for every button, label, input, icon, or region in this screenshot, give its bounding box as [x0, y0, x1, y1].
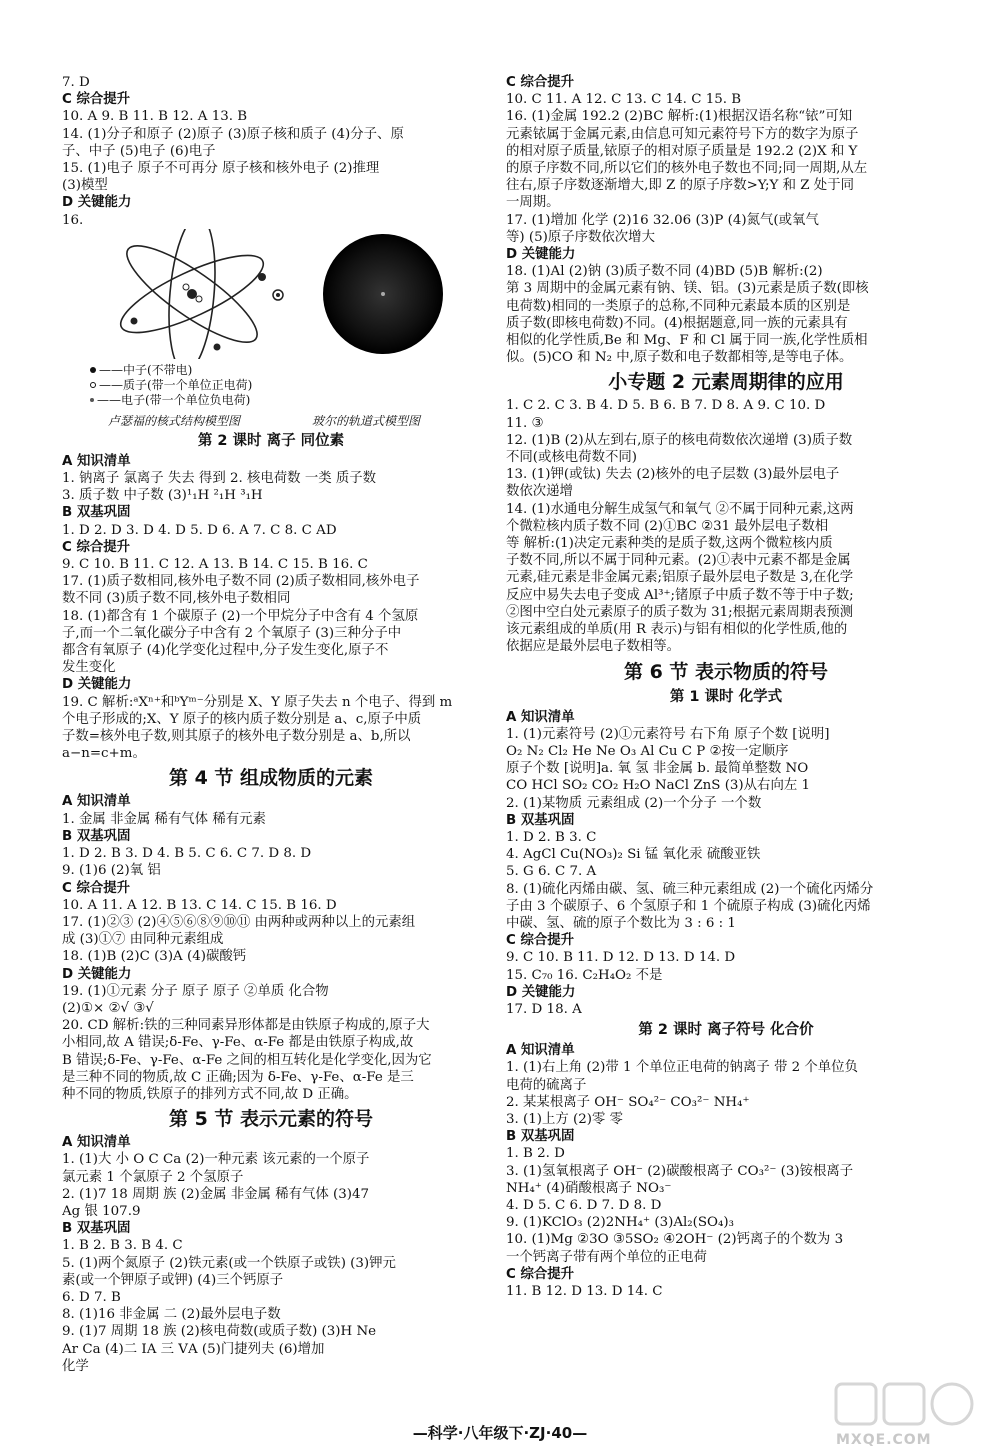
rutherford-model-icon — [102, 229, 292, 359]
answer-line: 1. (1)大 小 O C Ca (2)一种元素 该元素的一个原子 — [62, 1152, 370, 1168]
answer-line: Ag 银 107.9 — [62, 1203, 141, 1219]
answer-line: 18. (1)Al (2)钠 (3)质子数不同 (4)BD (5)B 解析:(2) — [506, 264, 823, 280]
answer-line: 1. D 2. D 3. D 4. D 5. D 6. A 7. C 8. C AD — [62, 522, 337, 538]
answer-line: 的原子序数不同,所以它们的核外电子数也不同;同一周期,从左 — [506, 161, 868, 177]
answer-line: 1. (1)元素符号 (2)①元素符号 右下角 原子个数 [说明] — [506, 726, 830, 742]
answer-line: 9. C 10. B 11. D 12. D 13. D 14. D — [506, 950, 736, 966]
answer-line: 该元素组成的单质(用 R 表示)与铝有相似的化学性质,他的 — [506, 622, 848, 638]
legend-electron: ——电子(带一个单位负电荷) — [90, 393, 252, 408]
answer-line: 15. C₇₀ 16. C₂H₄O₂ 不是 — [506, 967, 663, 983]
answer-line: 19. (1)①元素 分子 原子 原子 ②单质 化合物 — [62, 983, 329, 999]
subsection-heading: D 关键能力 — [506, 984, 576, 1000]
answer-line: 元素,硅元素是非金属元素;铝原子最外层电子数是 3,在化学 — [506, 570, 854, 586]
answer-line: 化学 — [62, 1358, 89, 1374]
answer-line: 2. (1)某物质 元素组成 (2)一个分子 一个数 — [506, 795, 762, 811]
bohr-caption: 玻尔的轨道式模型图 — [312, 413, 421, 428]
answer-line: 8. (1)硫化丙烯由碳、氢、硫三种元素组成 (2)一个硫化丙烯分 — [506, 881, 874, 897]
answer-line: 1. B 2. D — [506, 1146, 565, 1162]
answer-line: 是三种不同的物质,故 C 正确;因为 δ-Fe、γ-Fe、α-Fe 是三 — [62, 1069, 414, 1085]
answer-line: 18. (1)B (2)C (3)A (4)碳酸钙 — [62, 949, 247, 965]
answer-line: 个电子形成的;X、Y 原子的核内质子数分别是 a、c,原子中质 — [62, 711, 422, 727]
answer-line: 等 解析:(1)决定元素种类的是质子数,这两个微粒核内质 — [506, 536, 833, 552]
answer-line: 质子数(即核电荷数)不同。(4)根据题意,同一族的元素具有 — [506, 315, 848, 331]
subsection-heading: D 关键能力 — [62, 677, 132, 693]
answer-line: 16. — [62, 212, 84, 228]
answer-line: 1. 金属 非金属 稀有气体 稀有元素 — [62, 811, 266, 827]
answer-line: (2)①× ②√ ③√ — [62, 1000, 154, 1016]
answer-line: O₂ N₂ Cl₂ He Ne O₃ Al Cu C P ②按一定顺序 — [506, 743, 789, 759]
answer-line: 依据应是最外层电子数相等。 — [506, 639, 681, 655]
answer-line: 4. AgCl Cu(NO₃)₂ Si 锰 氧化汞 硫酸亚铁 — [506, 847, 761, 863]
subsection-heading: D 关键能力 — [62, 195, 132, 211]
answer-line: 9. (1)KClO₃ (2)2NH₄⁺ (3)Al₂(SO₄)₃ — [506, 1215, 734, 1231]
answer-line: 1. C 2. C 3. B 4. D 5. B 6. B 7. D 8. A 9. C 10. D — [506, 398, 826, 414]
subsection-heading: B 双基巩固 — [506, 1129, 575, 1145]
right-answer-blocks — [506, 74, 946, 1300]
page-footer: —科学·八年级下·ZJ·40— — [412, 1424, 588, 1442]
answer-line: 11. B 12. D 13. D 14. C — [506, 1284, 663, 1299]
answer-line: 14. (1)水通电分解生成氢气和氧气 ②不属于同种元素,这两 — [506, 501, 854, 517]
answer-line: 电荷数)相同的一类原子的总称,不同种元素最本质的区别是 — [506, 298, 851, 314]
answer-line: 似。(5)CO 和 N₂ 中,原子数和电子数都相等,是等电子体。 — [506, 350, 853, 366]
answer-line: 都含有氧原子 (4)化学变化过程中,分子发生变化,原子不 — [62, 643, 389, 659]
answer-line: NH₄⁺ (4)硝酸根离子 NO₃⁻ — [506, 1180, 672, 1196]
answer-line: 15. (1)电子 原子不可再分 原子核和核外电子 (2)推理 — [62, 161, 380, 177]
answer-line: 8. (1)16 非金属 二 (2)最外层电子数 — [62, 1307, 281, 1323]
subsection-heading: A 知识清单 — [62, 1135, 131, 1151]
answer-line: 10. C 11. A 12. C 13. C 14. C 15. B — [506, 92, 742, 108]
answer-line: 数依次递增 — [506, 484, 573, 500]
answer-line: 素(或一个钾原子或钾) (4)三个钙原子 — [62, 1272, 284, 1288]
answer-line: 5. G 6. C 7. A — [506, 864, 597, 880]
particle-legend — [90, 363, 252, 408]
legend-proton: ——质子(带一个单位正电荷) — [90, 378, 252, 393]
answer-line: 7. D — [62, 75, 90, 90]
answer-line: 14. (1)分子和原子 (2)原子 (3)原子核和质子 (4)分子、原 — [62, 126, 404, 142]
answer-line: 一周期。 — [506, 195, 560, 211]
answer-line: 6. D 7. B — [62, 1289, 121, 1305]
subsection-heading: B 双基巩固 — [62, 505, 131, 521]
answer-line: 10. A 9. B 11. B 12. A 13. B — [62, 109, 248, 125]
lesson-title: 第 2 课时 离子 同位素 — [197, 432, 345, 449]
answer-line: 19. C 解析:ᵃXⁿ⁺和ᵇYᵐ⁻分别是 X、Y 原子失去 n 个电子、得到 m — [62, 694, 453, 710]
answer-line: 不同(或核电荷数不同) — [506, 450, 637, 466]
subsection-heading: D 关键能力 — [62, 966, 132, 982]
answer-line: 的相对原子质量,铱原子的相对原子质量是 192.2 (2)X 和 Y — [506, 143, 858, 159]
answer-line: 1. D 2. B 3. C — [506, 829, 597, 845]
answer-line: 18. (1)都含有 1 个碳原子 (2)一个甲烷分子中含有 4 个氢原 — [62, 608, 419, 624]
answer-line: 2. 某某根离子 OH⁻ SO₄²⁻ CO₃²⁻ NH₄⁺ — [506, 1094, 750, 1110]
subsection-heading: C 综合提升 — [62, 539, 131, 555]
answer-line: 2. (1)7 18 周期 族 (2)金属 非金属 稀有气体 (3)47 — [62, 1186, 370, 1202]
subsection-heading: B 双基巩固 — [62, 828, 131, 844]
answer-line: 往右,原子序数逐渐增大,即 Z 的原子序数>Y;Y 和 Z 处于同 — [506, 178, 854, 194]
legend-neutron: ——中子(不带电) — [90, 363, 252, 378]
answer-line: 3. (1)氢氧根离子 OH⁻ (2)碳酸根离子 CO₃²⁻ (3)铵根离子 — [506, 1163, 854, 1179]
answer-line: 子数不同,所以不属于同种元素。(2)①表中元素不都是金属 — [506, 553, 851, 569]
answer-line: 相似的化学性质,Be 和 Mg、F 和 Cl 属于同一族,化学性质相 — [506, 333, 868, 349]
answer-line: 发生变化 — [62, 660, 116, 676]
answer-line: a−n=c+m。 — [62, 746, 146, 762]
answer-line: Ar Ca (4)二 ⅠA 三 ⅤA (5)门捷列夫 (6)增加 — [62, 1341, 325, 1357]
answer-line: 子、中子 (5)电子 (6)电子 — [62, 143, 216, 159]
answer-line: 1. B 2. B 3. B 4. C — [62, 1238, 183, 1254]
subsection-heading: D 关键能力 — [506, 247, 576, 263]
answer-line: 1. (1)右上角 (2)带 1 个单位正电荷的钠离子 带 2 个单位负 — [506, 1060, 858, 1076]
subsection-heading: C 综合提升 — [62, 92, 131, 108]
answer-line: 3. (1)上方 (2)零 零 — [506, 1111, 624, 1127]
subsection-heading: C 综合提升 — [506, 75, 575, 90]
section-title: 第 5 节 表示元素的符号 — [168, 1108, 374, 1131]
subsection-heading: A 知识清单 — [62, 794, 131, 810]
watermark-text: MXQE.COM — [836, 1432, 932, 1448]
answer-line: 氯元素 1 个氯原子 2 个氢原子 — [62, 1169, 244, 1185]
answer-line: 5. (1)两个氮原子 (2)铁元素(或一个铁原子或铁) (3)钾元 — [62, 1255, 396, 1271]
subsection-heading: A 知识清单 — [506, 1043, 575, 1059]
subsection-heading: A 知识清单 — [62, 453, 131, 469]
answer-line: 数不同 (3)质子数不同,核外电子数相同 — [62, 591, 291, 607]
answer-line: 10. A 11. A 12. B 13. C 14. C 15. B 16. D — [62, 897, 337, 913]
subsection-heading: C 综合提升 — [506, 933, 575, 949]
lesson-title: 第 2 课时 离子符号 化合价 — [638, 1022, 814, 1039]
answer-line: 17. D 18. A — [506, 1001, 582, 1017]
rutherford-caption: 卢瑟福的核式结构模型图 — [108, 413, 241, 428]
atom-models-figure — [62, 229, 480, 429]
subsection-heading: C 综合提升 — [506, 1266, 575, 1282]
bohr-model-icon — [318, 229, 448, 359]
answer-line: 9. C 10. B 11. C 12. A 13. B 14. C 15. B 16. C — [62, 557, 368, 573]
answer-line: 17. (1)增加 化学 (2)16 32.06 (3)P (4)氮气(或氧气 — [506, 212, 819, 228]
section-title: 第 6 节 表示物质的符号 — [623, 660, 829, 683]
subsection-heading: B 双基巩固 — [62, 1221, 131, 1237]
answer-line: 17. (1)②③ (2)④⑤⑥⑧⑨⑩⑪ 由两种或两种以上的元素组 — [62, 914, 416, 930]
subsection-heading: B 双基巩固 — [506, 812, 575, 828]
answer-line: 9. (1)6 (2)氧 铝 — [62, 863, 161, 879]
answer-line: 1. 钠离子 氯离子 失去 得到 2. 核电荷数 一类 质子数 — [62, 471, 377, 487]
answer-line: 电荷的硫离子 — [506, 1077, 587, 1093]
answer-line: 等) (5)原子序数依次增大 — [506, 229, 655, 245]
answer-line: 第 3 周期中的金属元素有钠、镁、铝。(3)元素是质子数(即核 — [506, 281, 869, 297]
answer-line: 9. (1)7 周期 18 族 (2)核电荷数(或质子数) (3)H Ne — [62, 1324, 377, 1340]
left-column — [62, 74, 480, 1375]
answer-line: 20. CD 解析:铁的三种同素异形体都是由铁原子构成的,原子大 — [62, 1018, 430, 1034]
section-title: 第 4 节 组成物质的元素 — [168, 767, 374, 790]
answer-line: 子,而一个二氧化碳分子中含有 2 个氧原子 (3)三种分子中 — [62, 625, 402, 641]
right-column — [506, 74, 946, 1300]
answer-line: 10. (1)Mg ②3O ③5SO₂ ④2OH⁻ (2)钙离子的个数为 3 — [506, 1232, 844, 1248]
answer-line: 子由 3 个碳原子、6 个氢原子和 1 个硫原子构成 (3)硫化丙烯 — [506, 898, 871, 914]
answer-line: 原子个数 [说明]a. 氧 氢 非金属 b. 最简单整数 NO — [506, 761, 809, 777]
answer-line: 13. (1)钾(或钛) 失去 (2)核外的电子层数 (3)最外层电子 — [506, 467, 840, 483]
answer-line: 小相同,故 A 错误;δ-Fe、γ-Fe、α-Fe 都是由铁原子构成,故 — [62, 1035, 414, 1051]
answer-line: ②图中空白处元素原子的质子数为 31;根据元素周期表预测 — [506, 604, 854, 620]
answer-line: 17. (1)质子数相同,核外电子数不同 (2)质子数相同,核外电子 — [62, 574, 420, 590]
answer-line: 4. D 5. C 6. D 7. D 8. D — [506, 1197, 662, 1213]
answer-line: 成 (3)①⑦ 由同种元素组成 — [62, 932, 224, 948]
answer-line: 元素铱属于金属元素,由信息可知元素符号下方的数字为原子 — [506, 126, 859, 142]
answer-line: 中碳、氢、硫的原子个数比为 3 : 6 : 1 — [506, 915, 736, 931]
left-answer-blocks — [62, 431, 480, 1375]
lesson-title: 第 1 课时 化学式 — [669, 688, 783, 705]
answer-line: 3. 质子数 中子数 (3)¹₁H ²₁H ³₁H — [62, 488, 263, 504]
answer-line: 一个钙离子带有两个单位的正电荷 — [506, 1249, 707, 1265]
answer-line: 反应中易失去电子变成 Al³⁺;锗原子中质子数不等于中子数; — [506, 587, 854, 603]
answer-line: 1. D 2. B 3. D 4. B 5. C 6. C 7. D 8. D — [62, 846, 312, 862]
answer-line: 种不同的物质,铁原子的排列方式不同,故 D 正确。 — [62, 1086, 358, 1102]
answer-line: 个微粒核内质子数不同 (2)①BC ②31 最外层电子数相 — [506, 518, 829, 534]
answer-line: 子数=核外电子数,则其原子的核外电子数分别是 a、b,所以 — [62, 729, 411, 745]
subsection-heading: C 综合提升 — [62, 880, 131, 896]
answer-line: 16. (1)金属 192.2 (2)BC 解析:(1)根据汉语名称“铱”可知 — [506, 109, 853, 125]
answer-line: CO HCl SO₂ CO₂ H₂O NaCl ZnS (3)从右向左 1 — [506, 778, 810, 794]
answer-line: B 错误;δ-Fe、γ-Fe、α-Fe 之间的相互转化是化学变化,因为它 — [62, 1052, 432, 1068]
answer-line: 11. ③ — [506, 415, 544, 431]
section-title: 小专题 2 元素周期律的应用 — [608, 371, 844, 394]
answer-line: (3)模型 — [62, 178, 108, 194]
answer-line: 12. (1)B (2)从左到右,原子的核电荷数依次递增 (3)质子数 — [506, 432, 853, 448]
subsection-heading: A 知识清单 — [506, 709, 575, 725]
left-top-answers — [62, 74, 480, 229]
